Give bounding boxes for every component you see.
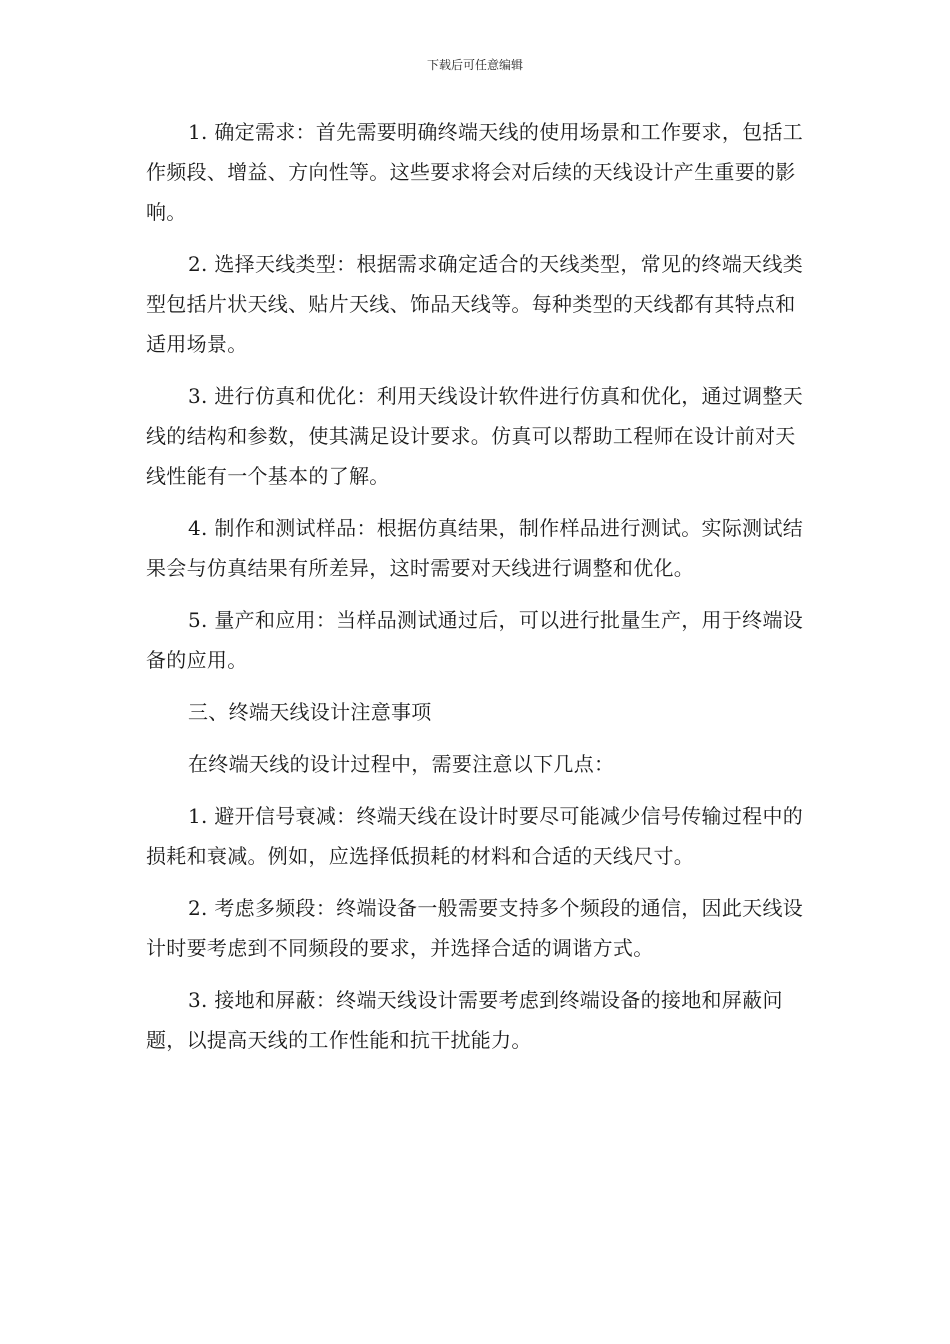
note-1-paragraph: 1. 避开信号衰减：终端天线在设计时要尽可能减少信号传输过程中的损耗和衰减。例如，应选择低损耗的材料和合适的天线尺寸。 [146, 804, 804, 868]
section-intro-paragraph: 在终端天线的设计过程中，需要注意以下几点： [188, 752, 615, 776]
page-header: 下载后可任意编辑 [426, 58, 523, 72]
step-5-paragraph: 5. 量产和应用：当样品测试通过后，可以进行批量生产，用于终端设备的应用。 [146, 608, 804, 672]
note-2-paragraph: 2. 考虑多频段：终端设备一般需要支持多个频段的通信，因此天线设计时要考虑到不同频段的要求，并选择合适的调谐方式。 [146, 896, 804, 960]
step-2-paragraph: 2. 选择天线类型：根据需求确定适合的天线类型，常见的终端天线类型包括片状天线、贴片天线、饰品天线等。每种类型的天线都有其特点和适用场景。 [146, 252, 804, 356]
step-1-paragraph: 1. 确定需求：首先需要明确终端天线的使用场景和工作要求，包括工作频段、增益、方向性等。这些要求将会对后续的天线设计产生重要的影响。 [146, 120, 804, 224]
note-3-paragraph: 3. 接地和屏蔽：终端天线设计需要考虑到终端设备的接地和屏蔽问题，以提高天线的工作性能和抗干扰能力。 [146, 988, 783, 1052]
step-4-paragraph: 4. 制作和测试样品：根据仿真结果，制作样品进行测试。实际测试结果会与仿真结果有所差异，这时需要对天线进行调整和优化。 [146, 516, 804, 580]
section-heading: 三、终端天线设计注意事项 [188, 700, 432, 724]
step-3-paragraph: 3. 进行仿真和优化：利用天线设计软件进行仿真和优化，通过调整天线的结构和参数，使其满足设计要求。仿真可以帮助工程师在设计前对天线性能有一个基本的了解。 [146, 384, 804, 488]
document-body [146, 112, 808, 1072]
